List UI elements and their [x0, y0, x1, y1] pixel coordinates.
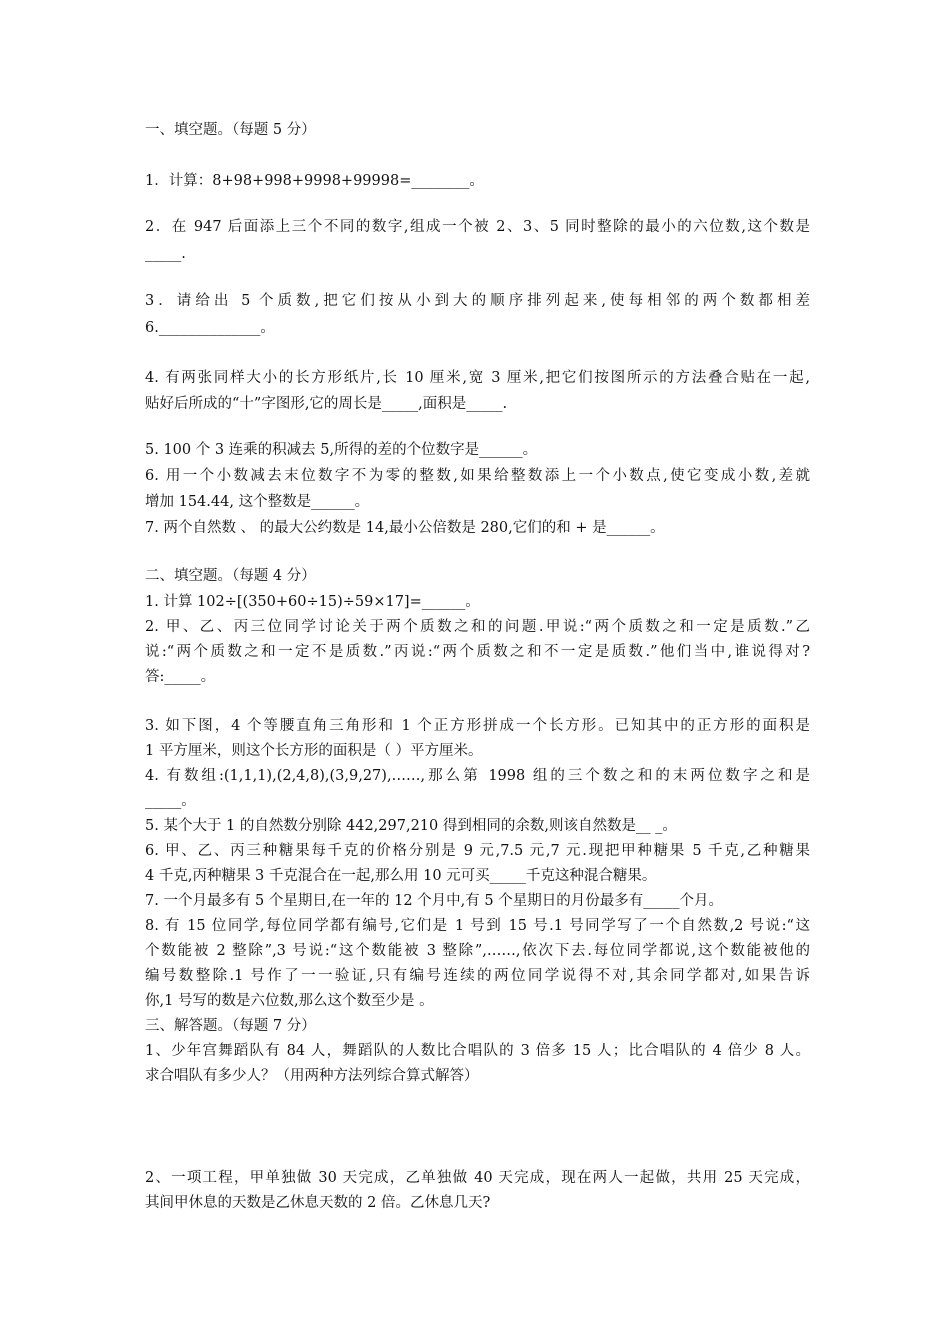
- question-2-3-line-1: 3. 如下图，4 个等腰直角三角形和 1 个正方形拼成一个长方形。已知其中的正方形的面积是: [145, 718, 810, 734]
- question-1-6-line-2: 增加 154.44, 这个整数是______。: [145, 494, 370, 510]
- question-2-5: 5. 某个大于 1 的自然数分别除 442,297,210 得到相同的余数,则该自然数是__ _。: [145, 818, 677, 834]
- question-2-1: 1. 计算 102÷[(350+60÷15)÷59×17]=______。: [145, 594, 480, 610]
- question-2-8-line-3: 编号数整除.1 号作了一一验证,只有编号连续的两位同学说得不对,其余同学都对,如果告诉: [145, 968, 810, 984]
- question-1-2-line-1: 2．在 947 后面添上三个不同的数字,组成一个被 2、3、5 同时整除的最小的六位数,这个数是: [145, 219, 810, 235]
- question-3-1-line-2: 求合唱队有多少人？（用两种方法列综合算式解答）: [145, 1068, 479, 1084]
- question-1-5: 5. 100 个 3 连乘的积减去 5,所得的差的个位数字是______。: [145, 442, 538, 458]
- question-1-4-line-2: 贴好后所成的“十”字图形,它的周长是_____,面积是_____.: [145, 396, 508, 412]
- question-2-7: 7. 一个月最多有 5 个星期日,在一年的 12 个月中,有 5 个星期日的月份最多有_____个月。: [145, 893, 723, 909]
- section-1-heading: 一、填空题。（每题 5 分）: [145, 122, 316, 138]
- question-2-2-line-3: 答:_____。: [145, 669, 216, 685]
- question-1-1: 1．计算：8+98+998+9998+99998=________。: [145, 173, 484, 189]
- question-1-2-line-2: _____.: [145, 246, 186, 262]
- question-1-6-line-1: 6. 用一个小数减去末位数字不为零的整数,如果给整数添上一个小数点,使它变成小数,差就: [145, 468, 810, 484]
- question-2-6-line-2: 4 千克,丙种糖果 3 千克混合在一起,那么用 10 元可买_____千克这种混合糖果。: [145, 868, 657, 884]
- question-2-4-line-2: _____。: [145, 793, 196, 809]
- question-2-8-line-2: 个数能被 2 整除”,3 号说:“这个数能被 3 整除”,……,依次下去.每位同学都说,这个数能被他的: [145, 943, 810, 959]
- question-2-2-line-1: 2. 甲、乙、丙三位同学讨论关于两个质数之和的问题.甲说:“两个质数之和一定是质数.”乙: [145, 619, 810, 635]
- section-3-heading: 三、解答题。（每题 7 分）: [145, 1018, 316, 1034]
- question-3-1-line-1: 1、少年宫舞蹈队有 84 人，舞蹈队的人数比合唱队的 3 倍多 15 人；比合唱队的 4 倍少 8 人。: [145, 1043, 810, 1059]
- question-1-3-line-2: 6.______________。: [145, 320, 275, 336]
- question-2-6-line-1: 6. 甲、乙、丙三种糖果每千克的价格分别是 9 元,7.5 元,7 元.现把甲种糖果 5 千克,乙种糖果: [145, 843, 810, 859]
- question-2-2-line-2: 说:“两个质数之和一定不是质数.”丙说:“两个质数之和不一定是质数.”他们当中,谁说得对?: [145, 644, 810, 660]
- question-2-4-line-1: 4. 有数组:(1,1,1),(2,4,8),(3,9,27),……,那么第 1998 组的三个数之和的末两位数字之和是: [145, 768, 810, 784]
- question-2-3-line-2: 1 平方厘米，则这个长方形的面积是（ ）平方厘米。: [145, 743, 483, 759]
- question-1-4-line-1: 4. 有两张同样大小的长方形纸片,长 10 厘米,宽 3 厘米,把它们按图所示的方法叠合贴在一起,: [145, 370, 810, 386]
- question-2-8-line-1: 8. 有 15 位同学,每位同学都有编号,它们是 1 号到 15 号.1 号同学写了一个自然数,2 号说:“这: [145, 918, 810, 934]
- section-2-heading: 二、填空题。（每题 4 分）: [145, 568, 316, 584]
- question-1-3-line-1: 3．请给出 5 个质数,把它们按从小到大的顺序排列起来,使每相邻的两个数都相差: [145, 293, 810, 309]
- question-1-7: 7. 两个自然数 、 的最大公约数是 14,最小公倍数是 280,它们的和 + 是______。: [145, 520, 665, 536]
- question-2-8-line-4: 你,1 号写的数是六位数,那么这个数至少是 。: [145, 993, 434, 1009]
- question-3-2-line-2: 其间甲休息的天数是乙休息天数的 2 倍。乙休息几天?: [145, 1195, 491, 1211]
- question-3-2-line-1: 2、一项工程，甲单独做 30 天完成，乙单独做 40 天完成，现在两人一起做，共用 25 天完成，: [145, 1170, 810, 1186]
